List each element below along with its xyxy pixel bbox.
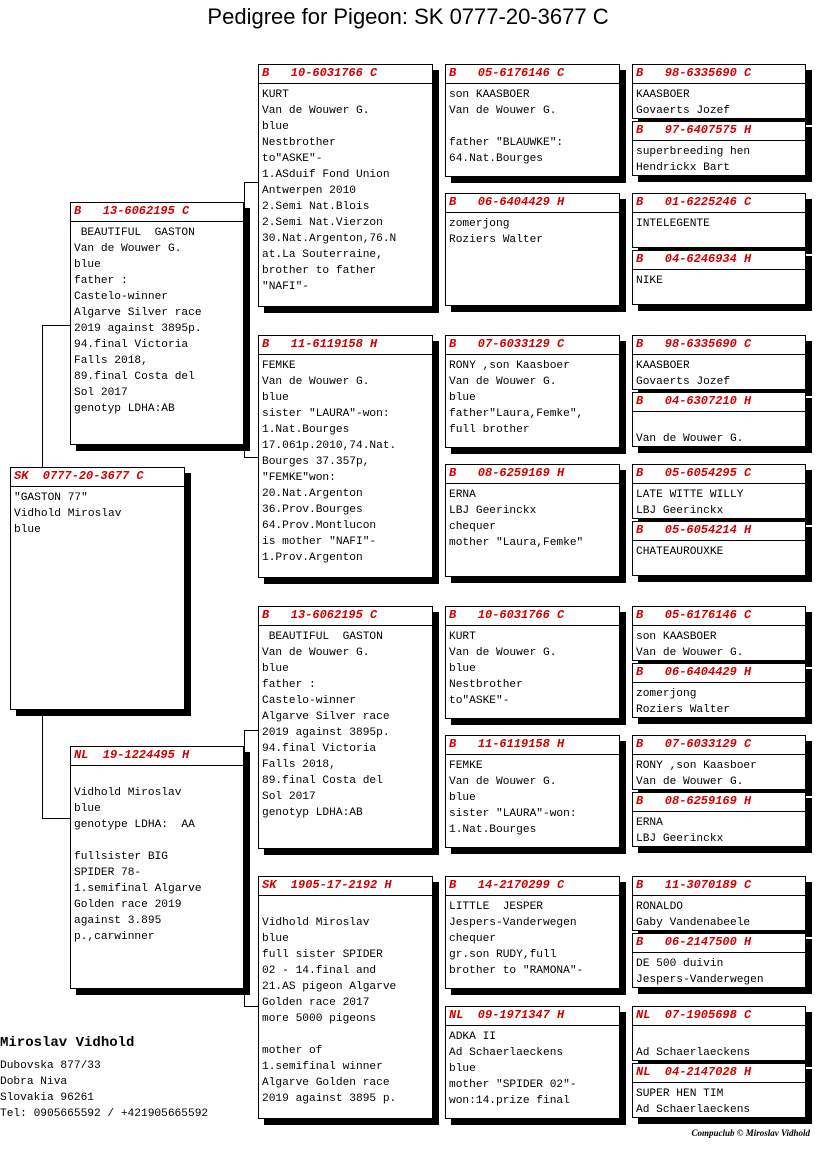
connector-line	[244, 457, 258, 458]
connector-line	[42, 325, 70, 326]
pigeon-info: "GASTON 77" Vidhold Miroslav blue	[14, 492, 122, 536]
pigeon-info: Van de Wouwer G.	[636, 433, 744, 445]
pigeon-info: DE 500 duivin Jespers-Vanderwegen	[636, 958, 764, 986]
ring-number: B 06-2147500 H	[633, 934, 805, 953]
ring-number: B 97-6407575 H	[633, 122, 805, 141]
pedigree-box-ff	[258, 64, 433, 307]
ring-number: SK 1905-17-2192 H	[259, 877, 432, 896]
pigeon-info: Vidhold Miroslav blue genotype LDHA: AA fullsister BIG SPIDER 78- 1.semifinal Algarve Golden race 2019 against 3.895 p.,carwinner	[74, 787, 202, 943]
ring-number: B 13-6062195 C	[71, 203, 243, 222]
ring-number: B 11-6119158 H	[259, 336, 432, 355]
ring-number: B 10-6031766 C	[446, 607, 619, 626]
pigeon-info: NIKE	[636, 275, 663, 287]
software-credit: Compuclub © Miroslav Vidhold	[691, 1128, 810, 1138]
pedigree-box-g5	[632, 335, 806, 390]
ring-number: SK 0777-20-3677 C	[11, 468, 184, 487]
pigeon-info: BEAUTIFUL GASTON Van de Wouwer G. blue father : Castelo-winner Algarve Silver race 2019 against 3895p. 94.final Victoria Falls 2018, 89.final Costa del Sol 2017 genotyp LDHA:AB	[262, 631, 390, 819]
owner-name: Miroslav Vidhold	[0, 1035, 135, 1051]
pedigree-box-mother	[70, 746, 244, 989]
ring-number: B 08-6259169 H	[446, 465, 619, 484]
connector-line	[244, 1006, 258, 1007]
pedigree-box-g7	[632, 464, 806, 519]
page-title: Pedigree for Pigeon: SK 0777-20-3677 C	[207, 4, 609, 29]
pedigree-box-fm	[258, 335, 433, 578]
pigeon-info: SUPER HEN TIM Ad Schaerlaeckens	[636, 1088, 751, 1116]
ring-number: NL 09-1971347 H	[446, 1007, 619, 1026]
pedigree-box-mfm	[445, 735, 620, 848]
ring-number: B 01-6225246 C	[633, 194, 805, 213]
pigeon-info: Vidhold Miroslav blue full sister SPIDER 02 - 14.final and 21.AS pigeon Algarve Golden race 2017 more 5000 pigeons mother of 1.semifinal winner Algarve Golden race 2019 against 3895 p.	[262, 917, 397, 1105]
pigeon-info: RONY ,son Kaasboer Van de Wouwer G. blue father"Laura,Femke", full brother	[449, 360, 584, 436]
pigeon-info: zomerjong Roziers Walter	[636, 688, 730, 716]
ring-number: B 04-6307210 H	[633, 393, 805, 412]
ring-number: B 11-3070189 C	[633, 877, 805, 896]
owner-phone: Tel: 0905665592 / +421905665592	[0, 1108, 209, 1120]
pedigree-box-father	[70, 202, 244, 445]
pedigree-box-mmm	[445, 1006, 620, 1119]
pedigree-box-g14	[632, 933, 806, 988]
pedigree-box-g10	[632, 663, 806, 718]
ring-number: B 05-6054214 H	[633, 522, 805, 541]
pigeon-info: KAASBOER Govaerts Jozef	[636, 360, 730, 388]
pigeon-info: Ad Schaerlaeckens	[636, 1047, 751, 1059]
pigeon-info: son KAASBOER Van de Wouwer G.	[636, 631, 744, 659]
connector-line	[244, 730, 258, 731]
ring-number: B 07-6033129 C	[446, 336, 619, 355]
pigeon-info: ADKA II Ad Schaerlaeckens blue mother "SPIDER 02"- won:14.prize final	[449, 1031, 577, 1107]
ring-number: B 05-6176146 C	[446, 65, 619, 84]
pigeon-info: son KAASBOER Van de Wouwer G. father "BLAUWKE": 64.Nat.Bourges	[449, 89, 564, 165]
pigeon-info: KURT Van de Wouwer G. blue Nestbrother to"ASKE"- 1.ASduif Fond Union Antwerpen 2010 2.Semi Nat.Blois 2.Semi Nat.Vierzon 30.Nat.Argenton,76.N at.La Souterraine, brother to father "NAFI"-	[262, 89, 397, 293]
pigeon-info: superbreeding hen Hendrickx Bart	[636, 146, 751, 174]
pigeon-info: LITTLE JESPER Jespers-Vanderwegen chequer gr.son RUDY,full brother to "RAMONA"-	[449, 901, 584, 977]
pedigree-box-mm	[258, 876, 433, 1119]
pedigree-box-mff	[445, 606, 620, 719]
pigeon-info: zomerjong Roziers Walter	[449, 218, 543, 246]
ring-number: NL 19-1224495 H	[71, 747, 243, 766]
ring-number: B 05-6054295 C	[633, 465, 805, 484]
ring-number: B 06-6404429 H	[633, 664, 805, 683]
ring-number: B 13-6062195 C	[259, 607, 432, 626]
pigeon-info: KURT Van de Wouwer G. blue Nestbrother to"ASKE"-	[449, 631, 557, 707]
owner-country: Slovakia 96261	[0, 1092, 94, 1104]
pedigree-box-g6	[632, 392, 806, 447]
ring-number: NL 04-2147028 H	[633, 1064, 805, 1083]
owner-city: Dobra Niva	[0, 1076, 68, 1088]
pigeon-info: FEMKE Van de Wouwer G. blue sister "LAURA"-won: 1.Nat.Bourges	[449, 760, 577, 836]
pedigree-box-g11	[632, 735, 806, 790]
pedigree-box-subject	[10, 467, 185, 710]
pigeon-info: FEMKE Van de Wouwer G. blue sister "LAURA"-won: 1.Nat.Bourges 17.061p.2010,74.Nat. Bourges 37.357p, "FEMKE"won: 20.Nat.Argenton 36.Prov.Bourges 64.Prov.Montlucon is mother "NAFI"- 1.Prov.Argenton	[262, 360, 397, 564]
pedigree-box-fff	[445, 64, 620, 177]
ring-number: B 98-6335690 C	[633, 336, 805, 355]
connector-line	[42, 325, 43, 469]
connector-line	[42, 818, 70, 819]
ring-number: B 05-6176146 C	[633, 607, 805, 626]
pigeon-info: ERNA LBJ Geerinckx chequer mother "Laura,Femke"	[449, 489, 584, 549]
ring-number: B 14-2170299 C	[446, 877, 619, 896]
owner-street: Dubovska 877/33	[0, 1060, 101, 1072]
ring-number: B 08-6259169 H	[633, 793, 805, 812]
ring-number: B 11-6119158 H	[446, 736, 619, 755]
ring-number: B 98-6335690 C	[633, 65, 805, 84]
ring-number: NL 07-1905698 C	[633, 1007, 805, 1026]
pedigree-box-fmm	[445, 464, 620, 577]
pedigree-box-g15	[632, 1006, 806, 1061]
pedigree-box-g4	[632, 250, 806, 305]
pigeon-info: KAASBOER Govaerts Jozef	[636, 89, 730, 117]
pedigree-box-g13	[632, 876, 806, 931]
pigeon-info: ERNA LBJ Geerinckx	[636, 817, 724, 845]
pedigree-box-g3	[632, 193, 806, 248]
connector-line	[244, 730, 245, 1006]
pigeon-info: INTELEGENTE	[636, 218, 710, 230]
ring-number: B 04-6246934 H	[633, 251, 805, 270]
pedigree-box-mf	[258, 606, 433, 849]
connector-line	[42, 708, 43, 818]
ring-number: B 07-6033129 C	[633, 736, 805, 755]
pedigree-box-g16	[632, 1063, 806, 1118]
ring-number: B 06-6404429 H	[446, 194, 619, 213]
pedigree-box-mmf	[445, 876, 620, 989]
pedigree-box-g8	[632, 521, 806, 576]
pedigree-box-ffm	[445, 193, 620, 306]
pedigree-box-g1	[632, 64, 806, 119]
pigeon-info: RONY ,son Kaasboer Van de Wouwer G.	[636, 760, 757, 788]
ring-number: B 10-6031766 C	[259, 65, 432, 84]
pigeon-info: RONALDO Gaby Vandenabeele	[636, 901, 751, 929]
pedigree-box-g9	[632, 606, 806, 661]
connector-line	[244, 182, 258, 183]
pedigree-box-g2	[632, 121, 806, 176]
connector-line	[244, 182, 245, 458]
pedigree-box-fmf	[445, 335, 620, 448]
pedigree-box-g12	[632, 792, 806, 847]
pigeon-info: CHATEAUROUXKE	[636, 546, 724, 558]
pigeon-info: BEAUTIFUL GASTON Van de Wouwer G. blue father : Castelo-winner Algarve Silver race 2019 against 3895p. 94.final Victoria Falls 2018, 89.final Costa del Sol 2017 genotyp LDHA:AB	[74, 227, 202, 415]
pigeon-info: LATE WITTE WILLY LBJ Geerinckx	[636, 489, 744, 517]
